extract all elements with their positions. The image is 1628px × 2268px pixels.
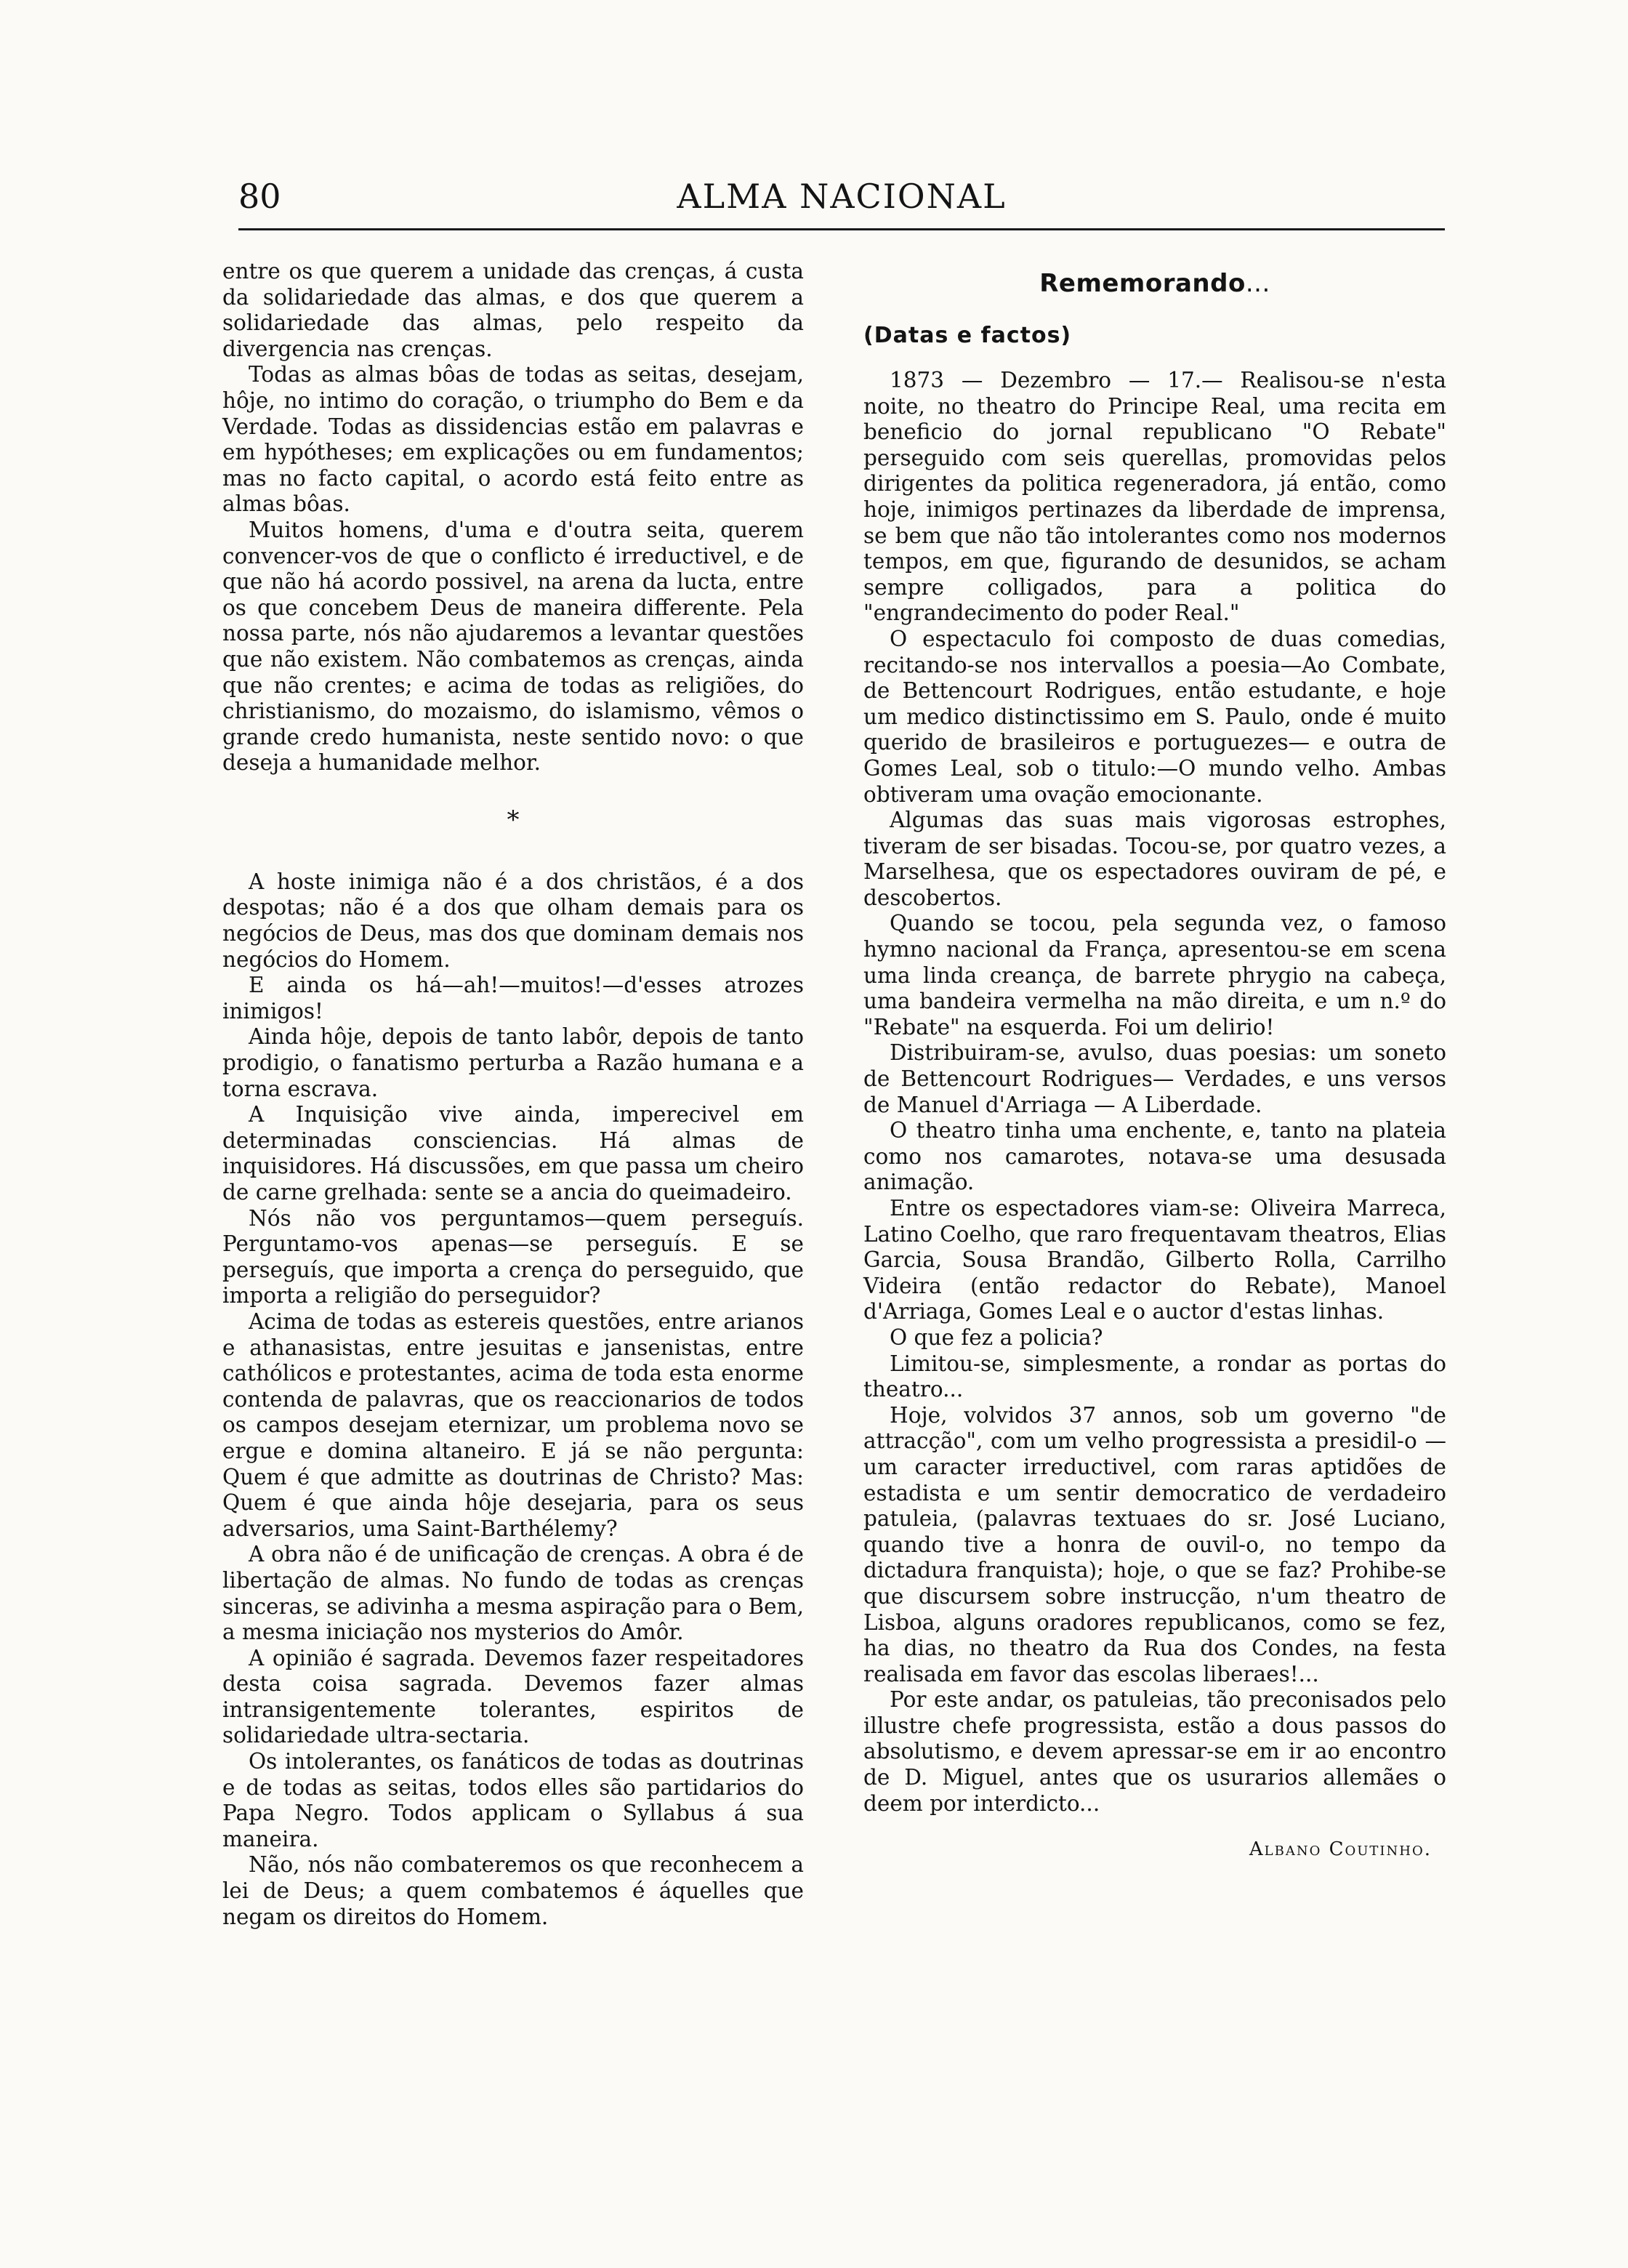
paragraph: A Inquisição vive ainda, imperecivel em determinadas consciencias. Há almas de inquisidores. Há discussões, em que passa um cheiro de carne grelhada: sente se a ancia do queimadeiro. [222,1102,804,1205]
paragraph: E ainda os há—ah!—muitos!—d'esses atrozes inimigos! [222,973,804,1024]
left-column [222,259,804,1930]
paragraph: Nós não vos perguntamos—quem perseguís. Perguntamo-vos apenas—se perseguís. E se perseguís, que importa a crença do perseguido, que importa a religião do perseguidor? [222,1205,804,1308]
paragraph: entre os que querem a unidade das crenças, á custa da solidariedade das almas, e dos que querem a solidariedade das almas, pelo respeito da divergencia nas crenças. [222,259,804,361]
paragraph: Todas as almas bôas de todas as seitas, desejam, hôje, no intimo do coração, o triumpho do Bem e da Verdade. Todas as dissidencias estão em palavras e em hypótheses; em explicações ou em fundamentos; mas no facto capital, o acordo está feito entre as almas bôas. [222,362,804,517]
paragraph: Por este andar, os patuleias, tão preconisados pelo illustre chefe progressista, estão a dous passos do absolutismo, e devem apressar-se em ir ao encontro de D. Miguel, antes que os usurarios allemães o deem por interdicto... [863,1687,1446,1816]
header-rule [238,228,1445,230]
section-asterism: * [507,805,520,835]
paragraph: 1873 — Dezembro — 17.— Realisou-se n'esta noite, no theatro do Principe Real, uma recita em beneficio do jornal republicano "O Rebate" perseguido com seis querellas, promovidas pelos dirigentes da politica regeneradora, já então, como hoje, inimigos pertinazes da liberdade de imprensa, se bem que não tão intolerantes como nos modernos tempos, em que, figurando de desunidos, se acham sempre colligados, para a politica do "engrandecimento do poder Real." [863,368,1446,626]
right-column [863,259,1446,1860]
paragraph: Os intolerantes, os fanáticos de todas as doutrinas e de todas as seitas, todos elles são partidarios do Papa Negro. Todos applicam o Syllabus á sua maneira. [222,1749,804,1851]
paragraph: O que fez a policia? [890,1324,1103,1350]
running-title: ALMA NACIONAL [677,177,1007,216]
section-subtitle: (Datas e factos) [863,323,1072,348]
paragraph: O espectaculo foi composto de duas comedias, recitando-se nos intervallos a poesia—Ao Combate, de Bettencourt Rodrigues, então estudante, e hoje um medico distinctissimo em S. Paulo, onde é muito querido de brasileiros e portuguezes— e outra de Gomes Leal, sob o titulo:—O mundo velho. Ambas obtiveram uma ovação emocionante. [863,626,1446,807]
paragraph: Hoje, volvidos 37 annos, sob um governo "de attracção", com um velho progressista a presidil-o — um caracter irreductivel, com raras aptidões de estadista e um sentir democratico de verdadeiro patuleia, (palavras textuaes do sr. José Luciano, quando tive a honra de ouvil-o, no tempo da dictadura franquista); hoje, o que se faz? Prohibe-se que discursem sobre instrucção, n'um theatro de Lisboa, alguns oradores republicanos, como se fez, ha dias, no theatro da Rua dos Condes, na festa realisada em favor das escolas liberaes!... [863,1402,1446,1686]
paragraph: Algumas das suas mais vigorosas estrophes, tiveram de ser bisadas. Tocou-se, por quatro vezes, a Marselhesa, que os espectadores ouviram de pé, e descobertos. [863,808,1446,910]
section-title-text: Rememorando [1039,269,1246,298]
page-header [238,174,1445,233]
paragraph: A obra não é de unificação de crenças. A obra é de libertação de almas. No fundo de todas as crenças sinceras, se adivinha a mesma aspiração para o Bem, a mesma iniciação nos mysterios do Amôr. [222,1542,804,1645]
paragraph: Ainda hôje, depois de tanto labôr, depois de tanto prodigio, o fanatismo perturba a Razão humana e a torna escrava. [222,1024,804,1101]
author-signature: Albano Coutinho. [1249,1838,1432,1861]
paragraph: O theatro tinha uma enchente, e, tanto na plateia como nos camarotes, notava-se uma desusada animação. [863,1118,1446,1195]
paragraph: A hoste inimiga não é a dos christãos, é a dos despotas; não é a dos que olham demais para os negócios de Deus, mas dos que dominam demais nos negócios do Homem. [222,869,804,972]
paragraph: Não, nós não combateremos os que reconhecem a lei de Deus; a quem combatemos é áquelles que negam os direitos do Homem. [222,1852,804,1929]
paragraph: Distribuiram-se, avulso, duas poesias: um soneto de Bettencourt Rodrigues— Verdades, e uns versos de Manuel d'Arriaga — A Liberdade. [863,1040,1446,1117]
paragraph: Quando se tocou, pela segunda vez, o famoso hymno nacional da França, apresentou-se em scena uma linda creança, de barrete phrygio na cabeça, uma bandeira vermelha na mão direita, e um n.º do "Rebate" na esquerda. Foi um delirio! [863,911,1446,1040]
paragraph: Acima de todas as estereis questões, entre arianos e athanasistas, entre jesuitas e jansenistas, entre cathólicos e protestantes, acima de toda esta enorme contenda de palavras, que os reaccionarios de todos os campos desejam eternizar, um problema novo se ergue e domina altaneiro. E já se não pergunta: Quem é que admitte as doutrinas de Christo? Mas: Quem é que ainda hôje desejaria, para os seus adversarios, uma Saint-Barthélemy? [222,1308,804,1541]
section-title-suffix: ... [1245,269,1270,298]
section-title [863,269,1446,298]
paragraph: Entre os espectadores viam-se: Oliveira Marreca, Latino Coelho, que raro frequentavam theatros, Elias Garcia, Sousa Brandão, Gilberto Rolla, Carrilho Videira (então redactor do Rebate), Manoel d'Arriaga, Gomes Leal e o auctor d'estas linhas. [863,1196,1446,1324]
paragraph: A opinião é sagrada. Devemos fazer respeitadores desta coisa sagrada. Devemos fazer almas intransigentemente tolerantes, espiritos de solidariedade ultra-sectaria. [222,1645,804,1748]
paragraph: Muitos homens, d'uma e d'outra seita, querem convencer-vos de que o conflicto é irreductivel, e de que não há acordo possivel, na arena da lucta, entre os que concebem Deus de maneira differente. Pela nossa parte, nós não ajudaremos a levantar questões que não existem. Não combatemos as crenças, ainda que não crentes; e acima de todas as religiões, do christianismo, do mozaismo, do islamismo, vêmos o grande credo humanista, neste sentido novo: o que deseja a humanidade melhor. [222,517,804,776]
page-number: 80 [238,177,281,216]
paragraph: Limitou-se, simplesmente, a rondar as portas do theatro... [863,1351,1446,1402]
